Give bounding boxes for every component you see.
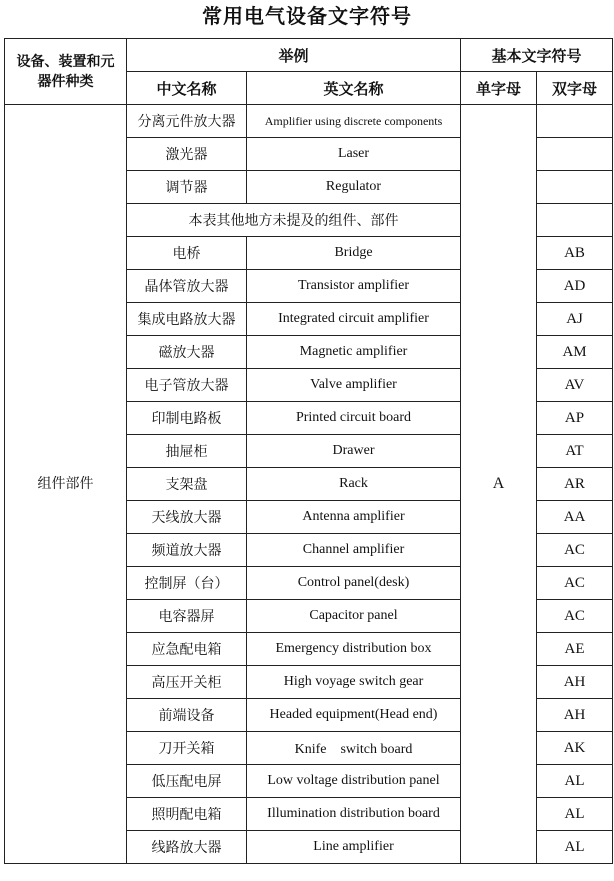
chinese-name-cell: 抽屉柜 — [127, 435, 247, 468]
chinese-name-cell: 分离元件放大器 — [127, 105, 247, 138]
english-name-cell: Capacitor panel — [247, 600, 461, 633]
chinese-name-cell: 电容器屏 — [127, 600, 247, 633]
english-name-cell: High voyage switch gear — [247, 666, 461, 699]
english-name-cell: Illumination distribution board — [247, 798, 461, 831]
chinese-name-cell: 电桥 — [127, 237, 247, 270]
header-double-letter: 双字母 — [537, 72, 613, 105]
double-letter-cell — [537, 138, 613, 171]
double-letter-cell: AP — [537, 402, 613, 435]
chinese-name-cell: 集成电路放大器 — [127, 303, 247, 336]
double-letter-cell: AL — [537, 798, 613, 831]
english-name-cell: Headed equipment(Head end) — [247, 699, 461, 732]
english-name-cell: Integrated circuit amplifier — [247, 303, 461, 336]
double-letter-cell: AV — [537, 369, 613, 402]
english-name-cell: Emergency distribution box — [247, 633, 461, 666]
header-example: 举例 — [127, 39, 461, 72]
chinese-name-cell: 激光器 — [127, 138, 247, 171]
double-letter-cell: AT — [537, 435, 613, 468]
double-letter-cell — [537, 204, 613, 237]
english-name-cell: Drawer — [247, 435, 461, 468]
double-letter-cell: AC — [537, 600, 613, 633]
double-letter-cell: AH — [537, 699, 613, 732]
double-letter-cell: AH — [537, 666, 613, 699]
single-letter-cell: A — [461, 105, 537, 864]
double-letter-cell: AM — [537, 336, 613, 369]
double-letter-cell: AC — [537, 534, 613, 567]
chinese-name-cell: 频道放大器 — [127, 534, 247, 567]
double-letter-cell: AC — [537, 567, 613, 600]
english-name-cell: Low voltage distribution panel — [247, 765, 461, 798]
english-name-cell: Transistor amplifier — [247, 270, 461, 303]
double-letter-cell — [537, 171, 613, 204]
english-name-cell: Control panel(desk) — [247, 567, 461, 600]
double-letter-cell — [537, 105, 613, 138]
chinese-name-cell: 天线放大器 — [127, 501, 247, 534]
chinese-name-cell: 应急配电箱 — [127, 633, 247, 666]
double-letter-cell: AD — [537, 270, 613, 303]
english-name-cell: Channel amplifier — [247, 534, 461, 567]
table-body — [5, 39, 613, 864]
header-row-1 — [5, 39, 613, 72]
chinese-name-cell: 调节器 — [127, 171, 247, 204]
table-row — [5, 105, 613, 138]
chinese-name-cell: 刀开关箱 — [127, 732, 247, 765]
english-name-cell: Antenna amplifier — [247, 501, 461, 534]
double-letter-cell: AA — [537, 501, 613, 534]
english-name-cell: Magnetic amplifier — [247, 336, 461, 369]
double-letter-cell: AK — [537, 732, 613, 765]
english-name-cell: Rack — [247, 468, 461, 501]
chinese-name-cell: 线路放大器 — [127, 831, 247, 864]
english-name-cell: Valve amplifier — [247, 369, 461, 402]
chinese-name-cell: 印制电路板 — [127, 402, 247, 435]
header-chinese-name: 中文名称 — [127, 72, 247, 105]
chinese-name-cell: 支架盘 — [127, 468, 247, 501]
chinese-name-cell: 低压配电屏 — [127, 765, 247, 798]
double-letter-cell: AJ — [537, 303, 613, 336]
header-english-name: 英文名称 — [247, 72, 461, 105]
double-letter-cell: AB — [537, 237, 613, 270]
chinese-name-cell: 晶体管放大器 — [127, 270, 247, 303]
header-single-letter: 单字母 — [461, 72, 537, 105]
header-basic-symbol: 基本文字符号 — [461, 39, 613, 72]
chinese-name-cell: 高压开关柜 — [127, 666, 247, 699]
double-letter-cell: AR — [537, 468, 613, 501]
chinese-name-cell: 控制屏（台） — [127, 567, 247, 600]
category-cell: 组件部件 — [5, 105, 127, 864]
chinese-name-cell: 前端设备 — [127, 699, 247, 732]
chinese-name-cell: 磁放大器 — [127, 336, 247, 369]
english-name-cell: Bridge — [247, 237, 461, 270]
note-cell: 本表其他地方未提及的组件、部件 — [127, 204, 461, 237]
english-name-cell: Line amplifier — [247, 831, 461, 864]
double-letter-cell: AL — [537, 765, 613, 798]
double-letter-cell: AL — [537, 831, 613, 864]
header-category: 设备、装置和元器件种类 — [5, 39, 127, 105]
symbol-table — [4, 38, 613, 864]
english-name-cell: Amplifier using discrete components — [247, 105, 461, 138]
page-title: 常用电气设备文字符号 — [202, 4, 412, 28]
double-letter-cell: AE — [537, 633, 613, 666]
english-name-cell: Knife switch board — [247, 732, 461, 765]
english-name-cell: Regulator — [247, 171, 461, 204]
english-name-cell: Laser — [247, 138, 461, 171]
chinese-name-cell: 照明配电箱 — [127, 798, 247, 831]
english-name-cell: Printed circuit board — [247, 402, 461, 435]
chinese-name-cell: 电子管放大器 — [127, 369, 247, 402]
